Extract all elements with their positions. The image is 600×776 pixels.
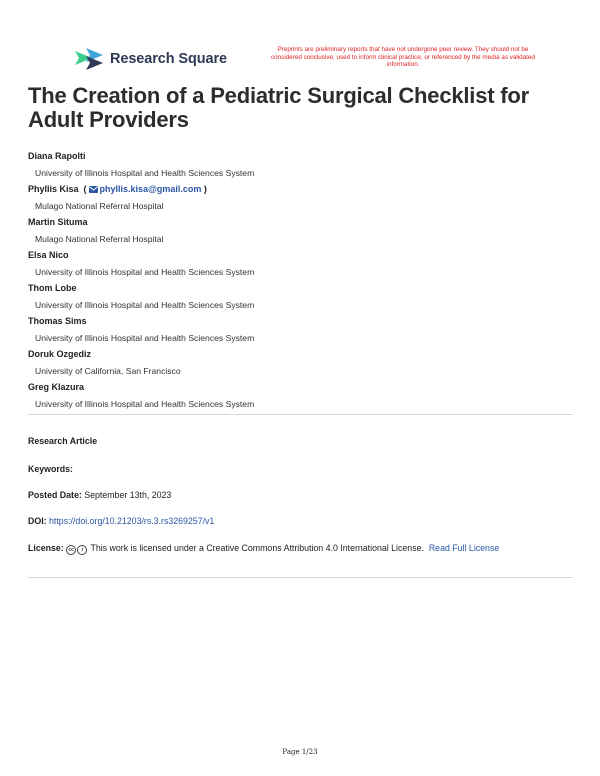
- author-affiliation: University of California, San Francisco: [35, 365, 181, 376]
- author-name: Elsa Nico: [28, 250, 69, 260]
- creative-commons-icon: cc: [66, 545, 76, 555]
- author-name: Thomas Sims: [28, 316, 87, 326]
- author-entry: [28, 181, 573, 214]
- author-affiliation: Mulago National Referral Hospital: [35, 233, 164, 244]
- envelope-icon: [89, 186, 98, 193]
- author-entry: [28, 379, 573, 412]
- author-list: [28, 148, 573, 412]
- keywords-row: [28, 462, 573, 476]
- author-entry: [28, 148, 573, 181]
- divider: [28, 414, 573, 415]
- author-name: Doruk Ozgediz: [28, 349, 92, 359]
- author-affiliation: University of Illinois Hospital and Health Sciences System: [35, 266, 255, 277]
- author-email-link[interactable]: phyllis.kisa@gmail.com: [99, 184, 202, 194]
- license-text: This work is licensed under a Creative Commons Attribution 4.0 International License.: [90, 543, 424, 553]
- research-square-logo-icon: [74, 48, 104, 70]
- author-name: Greg Klazura: [28, 382, 85, 392]
- research-square-logo[interactable]: [74, 48, 227, 70]
- author-affiliation: University of Illinois Hospital and Health Sciences System: [35, 398, 255, 409]
- author-entry: [28, 313, 573, 346]
- author-affiliation: University of Illinois Hospital and Health Sciences System: [35, 299, 255, 310]
- article-type: Research Article: [28, 436, 98, 446]
- email-group: ( phyllis.kisa@gmail.com ): [83, 184, 207, 194]
- doi-row: [28, 514, 573, 528]
- license-label: License:: [28, 543, 64, 553]
- license-row: [28, 541, 573, 556]
- author-affiliation: Mulago National Referral Hospital: [35, 200, 164, 211]
- page-number: Page 1/23: [282, 748, 318, 756]
- author-entry: [28, 214, 573, 247]
- author-name: Phyllis Kisa: [28, 184, 79, 194]
- doi-label: DOI:: [28, 516, 47, 526]
- author-name: Martin Situma: [28, 217, 88, 227]
- posted-date-row: [28, 488, 573, 502]
- read-full-license-link[interactable]: Read Full License: [428, 543, 500, 553]
- paper-title: The Creation of a Pediatric Surgical Checklist for Adult Providers: [28, 83, 530, 132]
- author-entry: [28, 247, 573, 280]
- author-affiliation: University of Illinois Hospital and Health Sciences System: [35, 167, 255, 178]
- author-affiliation: University of Illinois Hospital and Health Sciences System: [35, 332, 255, 343]
- divider: [28, 577, 573, 578]
- doi-link[interactable]: https://doi.org/10.21203/rs.3.rs3269257/v1: [49, 516, 215, 526]
- author-entry: [28, 346, 573, 379]
- posted-date-value: September 13th, 2023: [84, 490, 172, 500]
- author-entry: [28, 280, 573, 313]
- author-name: Thom Lobe: [28, 283, 77, 293]
- preprint-notice: Preprints are preliminary reports that have not undergone peer review. They should not be considered conclusive, used to inform clinical practice, or referenced by the media as validated information.: [271, 46, 535, 69]
- posted-date-label: Posted Date:: [28, 490, 82, 500]
- keywords-label: Keywords:: [28, 464, 73, 474]
- author-name-with-email: [28, 181, 573, 198]
- author-name: Diana Rapolti: [28, 151, 86, 161]
- attribution-icon: i: [77, 545, 87, 555]
- brand-name: Research Square: [110, 51, 227, 67]
